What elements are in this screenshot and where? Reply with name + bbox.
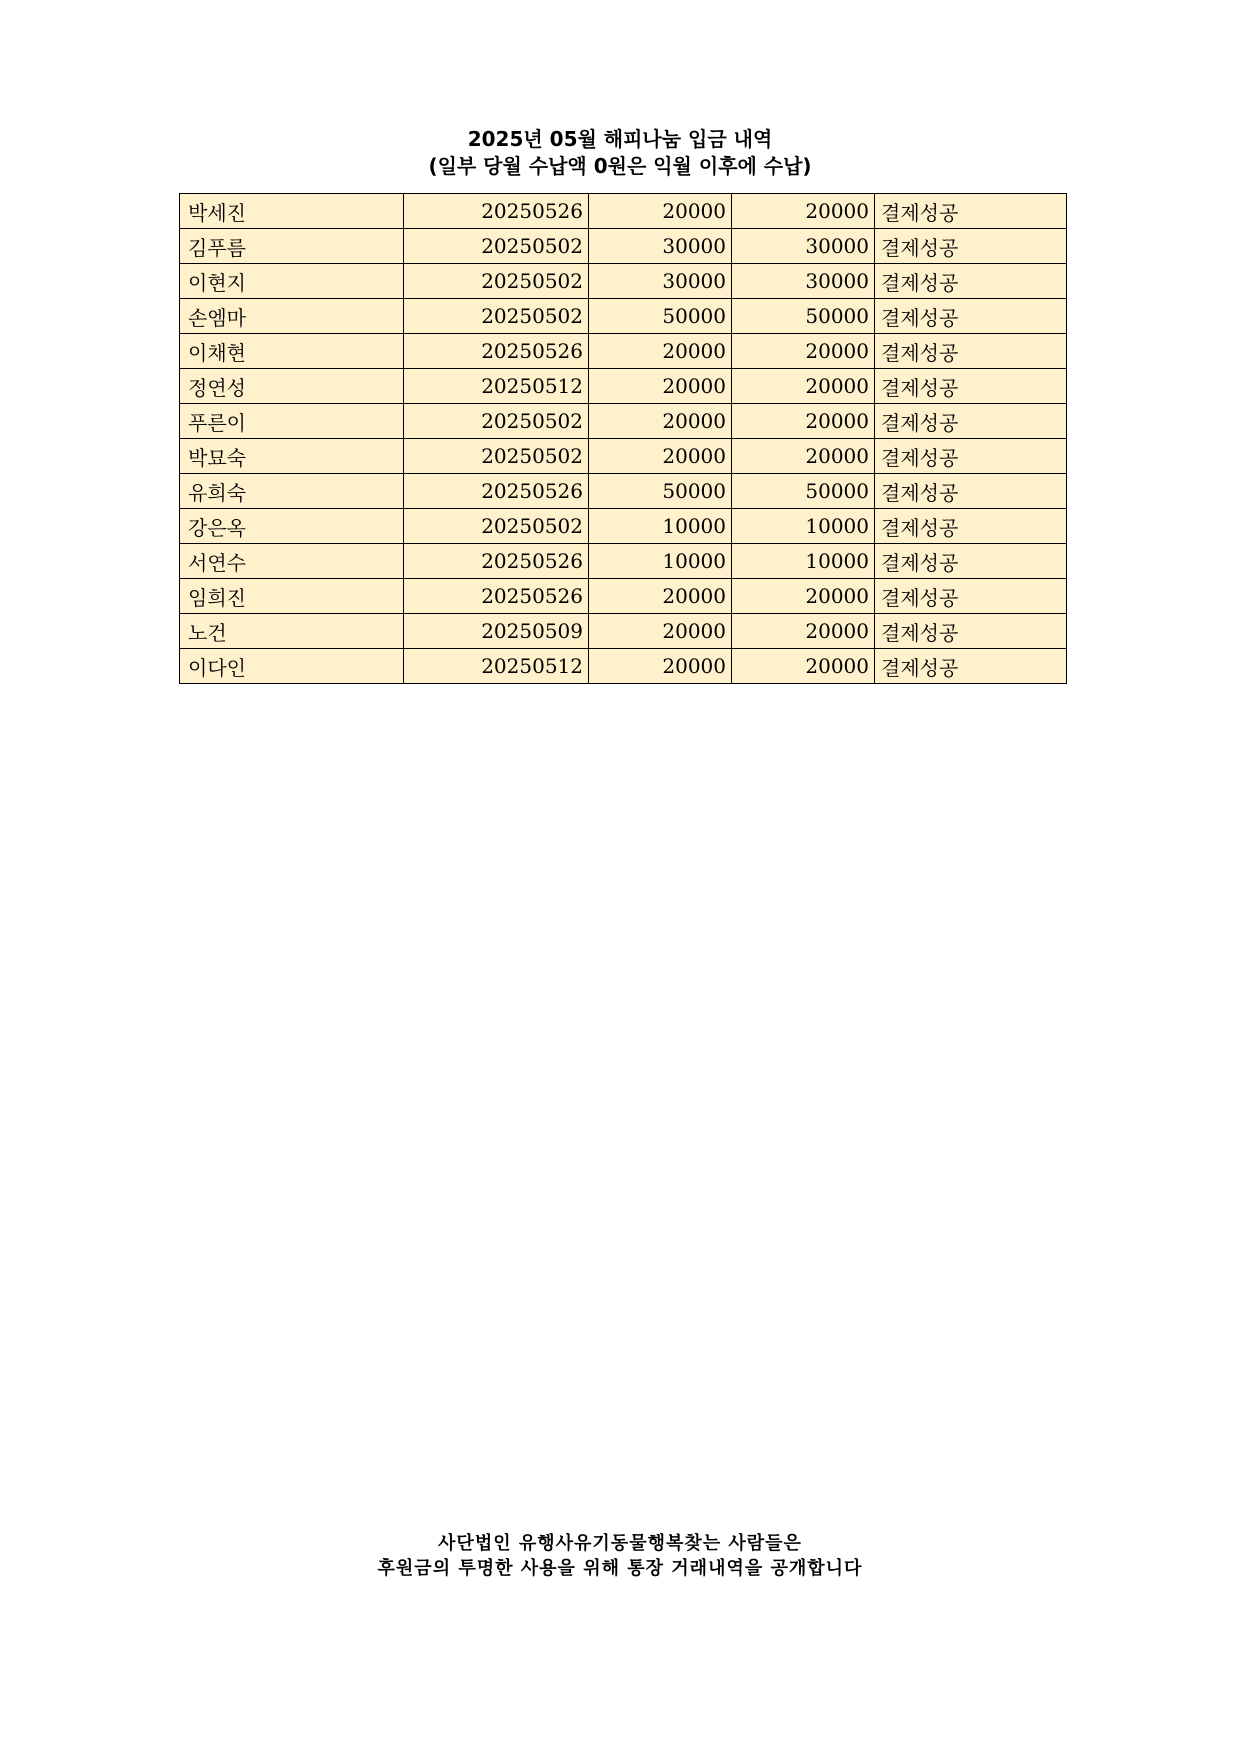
table-row [180,194,1067,229]
deposit-date: 20250526 [404,579,589,614]
deposit-date: 20250502 [404,264,589,299]
paid-amount: 20000 [732,334,875,369]
table-row [180,509,1067,544]
pledged-amount: 20000 [589,439,732,474]
donor-name: 정연성 [180,369,404,404]
payment-status: 결제성공 [875,614,1067,649]
pledged-amount: 10000 [589,544,732,579]
deposit-date: 20250502 [404,439,589,474]
title-line-1: 2025년 05월 해피나눔 입금 내역 [467,127,773,151]
paid-amount: 20000 [732,194,875,229]
pledged-amount: 50000 [589,474,732,509]
table-row [180,369,1067,404]
donor-name: 임희진 [180,579,404,614]
donor-name: 푸른이 [180,404,404,439]
document-title [0,126,1240,180]
donor-name: 이채현 [180,334,404,369]
deposit-date: 20250502 [404,229,589,264]
paid-amount: 20000 [732,649,875,684]
pledged-amount: 20000 [589,579,732,614]
payment-status: 결제성공 [875,194,1067,229]
footer-notice [0,1531,1240,1581]
pledged-amount: 10000 [589,509,732,544]
paid-amount: 20000 [732,404,875,439]
footer-line-2: 후원금의 투명한 사용을 위해 통장 거래내역을 공개합니다 [377,1558,863,1579]
pledged-amount: 30000 [589,264,732,299]
deposit-date: 20250502 [404,404,589,439]
paid-amount: 20000 [732,614,875,649]
donor-name: 노건 [180,614,404,649]
donor-name: 박묘숙 [180,439,404,474]
title-line-2: (일부 당월 수납액 0원은 익월 이후에 수납) [428,154,812,178]
payment-status: 결제성공 [875,544,1067,579]
deposit-table-body [180,194,1067,684]
paid-amount: 20000 [732,579,875,614]
table-row [180,404,1067,439]
pledged-amount: 20000 [589,334,732,369]
table-row [180,544,1067,579]
payment-status: 결제성공 [875,299,1067,334]
pledged-amount: 20000 [589,614,732,649]
paid-amount: 20000 [732,369,875,404]
table-row [180,579,1067,614]
payment-status: 결제성공 [875,404,1067,439]
table-row [180,649,1067,684]
donor-name: 이현지 [180,264,404,299]
payment-status: 결제성공 [875,369,1067,404]
table-row [180,614,1067,649]
paid-amount: 10000 [732,544,875,579]
pledged-amount: 50000 [589,299,732,334]
payment-status: 결제성공 [875,264,1067,299]
deposit-date: 20250502 [404,509,589,544]
donor-name: 강은옥 [180,509,404,544]
paid-amount: 20000 [732,439,875,474]
deposit-date: 20250512 [404,649,589,684]
deposit-table [179,193,1067,684]
table-row [180,474,1067,509]
donor-name: 손엠마 [180,299,404,334]
deposit-date: 20250512 [404,369,589,404]
paid-amount: 50000 [732,299,875,334]
donor-name: 유희숙 [180,474,404,509]
payment-status: 결제성공 [875,474,1067,509]
table-row [180,264,1067,299]
payment-status: 결제성공 [875,579,1067,614]
paid-amount: 10000 [732,509,875,544]
table-row [180,439,1067,474]
pledged-amount: 20000 [589,649,732,684]
deposit-date: 20250502 [404,299,589,334]
payment-status: 결제성공 [875,229,1067,264]
payment-status: 결제성공 [875,649,1067,684]
payment-status: 결제성공 [875,334,1067,369]
pledged-amount: 20000 [589,369,732,404]
payment-status: 결제성공 [875,509,1067,544]
deposit-date: 20250526 [404,194,589,229]
donor-name: 김푸름 [180,229,404,264]
table-row [180,229,1067,264]
deposit-date: 20250526 [404,474,589,509]
table-row [180,334,1067,369]
paid-amount: 50000 [732,474,875,509]
payment-status: 결제성공 [875,439,1067,474]
pledged-amount: 20000 [589,194,732,229]
pledged-amount: 20000 [589,404,732,439]
deposit-date: 20250526 [404,334,589,369]
donor-name: 서연수 [180,544,404,579]
donor-name: 이다인 [180,649,404,684]
pledged-amount: 30000 [589,229,732,264]
donor-name: 박세진 [180,194,404,229]
table-row [180,299,1067,334]
deposit-date: 20250509 [404,614,589,649]
deposit-date: 20250526 [404,544,589,579]
paid-amount: 30000 [732,229,875,264]
paid-amount: 30000 [732,264,875,299]
footer-line-1: 사단법인 유행사유기동물행복찾는 사람들은 [438,1533,802,1554]
